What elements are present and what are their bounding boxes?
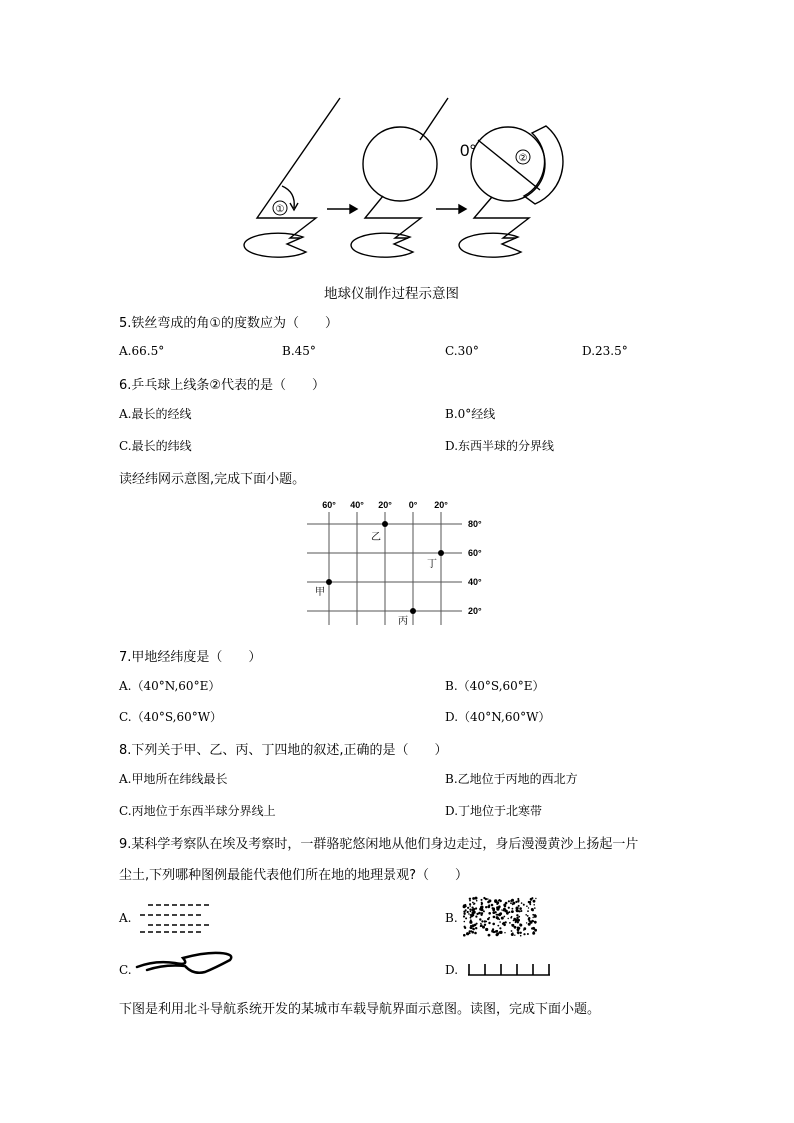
lat-label-60: 60° [468,548,482,558]
sand-dot [504,908,506,910]
q7-option-b[interactable]: B.（40°S,60°E） [445,679,545,693]
q5-stem: 5.铁丝弯成的角①的度数应为（ ） [119,316,339,331]
sand-dot [483,897,485,899]
point-ding [438,550,444,556]
sand-dot [512,902,515,905]
stage3-meridian-ring [524,126,563,204]
sand-dot [528,918,530,920]
q7-option-d[interactable]: D.（40°N,60°W） [445,710,551,724]
stage3-line-2 [478,140,540,190]
sand-dot [479,912,480,913]
sand-dot [484,924,486,926]
sand-dot [532,917,533,918]
sand-dot [520,935,522,937]
q8-option-c[interactable]: C.丙地位于东西半球分界线上 [119,804,276,818]
sand-dot [518,927,521,930]
sand-dot [469,898,471,900]
sand-dot [520,932,522,934]
stage3-base [459,233,521,257]
q8-option-d[interactable]: D.丁地位于北寒带 [445,804,543,818]
sand-dot [488,922,490,924]
sand-dot [484,920,486,922]
sand-dot [535,922,537,924]
lon-label-20w: 20° [378,500,392,510]
sand-dot [517,931,520,934]
sand-dot [463,934,466,937]
sand-dot [517,898,519,900]
q5-option-c[interactable]: C.30° [445,344,479,358]
sand-dot [469,909,471,911]
grid-intro: 读经纬网示意图,完成下面小题。 [119,472,306,487]
figure1-caption: 地球仪制作过程示意图 [324,286,459,302]
sand-dot [529,901,532,904]
q5-option-d[interactable]: D.23.5° [582,344,628,358]
sand-dot [515,901,517,903]
q9-option-d[interactable]: D. [445,963,459,977]
sand-dot [534,907,536,909]
sand-dot [463,911,465,913]
sand-dot [500,900,502,902]
sand-dot [466,932,469,935]
sand-dot [469,921,472,924]
lon-label-60: 60° [322,500,336,510]
sand-dot [485,928,488,931]
sand-dot [519,924,522,927]
sand-dot [516,914,518,916]
sand-dot [497,925,499,927]
sand-dot [511,924,514,927]
sand-dot [469,905,471,907]
sand-dot [476,923,478,925]
sand-dot [469,903,471,905]
q7-stem: 7.甲地经纬度是（ ） [119,650,262,665]
legend-lake-river-icon [135,950,245,980]
sand-dot [519,907,522,910]
sand-dot [533,904,535,906]
angle-marker: ① [275,204,285,215]
sand-dot [481,899,483,901]
sand-dot [481,912,483,914]
sand-dot [529,921,532,924]
stage1-base [244,233,306,257]
sand-dot [497,914,499,916]
lat-label-20: 20° [468,606,482,616]
sand-dot [469,932,471,934]
stage2-base [351,233,413,257]
q9-option-b[interactable]: B. [445,911,458,925]
sand-dot [523,933,525,935]
sand-dot [482,921,484,923]
sand-dot [525,914,527,916]
sand-dot [505,921,507,923]
sand-dot [496,930,498,932]
sand-dot [474,932,477,935]
point-yi [382,521,388,527]
sand-dot [488,912,491,915]
stage2-ball [363,127,437,201]
sand-dot [501,909,502,910]
sand-dot [530,898,533,901]
sand-dot [473,908,476,911]
q7-option-a[interactable]: A.（40°N,60°E） [119,679,221,693]
point-bing [410,608,416,614]
globe-making-figure [0,0,794,300]
sand-dot [480,906,482,908]
sand-dot [504,909,507,912]
sand-dot [468,913,470,915]
sand-dot [526,922,527,923]
sand-dot [528,907,529,908]
sand-dot [470,914,472,916]
sand-dot [531,908,534,911]
lon-label-20e: 20° [434,500,448,510]
sand-dot [480,923,482,925]
sand-dot [488,934,491,937]
nav-intro: 下图是利用北斗导航系统开发的某城市车载导航界面示意图。读图，完成下面小题。 [119,1002,601,1017]
sand-dot [527,910,529,912]
sand-dot [464,927,465,928]
q8-option-a[interactable]: A.甲地所在纬线最长 [119,772,228,786]
sand-dot [485,906,487,908]
sand-dot [465,905,467,907]
sand-dot [481,903,483,905]
sand-dot [516,910,517,911]
sand-dot [470,916,471,917]
sand-dot [467,907,469,909]
sand-dot [481,908,484,911]
sand-dot [511,899,514,902]
sand-dot [498,900,500,902]
sand-dot [533,900,536,903]
sand-dot [488,917,490,919]
sand-dot [496,932,499,935]
lon-label-0: 0° [408,500,418,510]
sand-dot [511,910,514,913]
sand-dot [474,911,476,913]
sand-dot [467,911,469,913]
sand-dot [510,917,512,919]
sand-dot [514,935,515,936]
sand-dot [518,916,520,918]
sand-dot [487,901,490,904]
sand-dot [464,921,466,923]
q5-option-a[interactable]: A.66.5° [119,344,165,358]
sand-dot [487,898,489,900]
sand-dot [517,901,519,903]
q9-stem-line1: 9.某科学考察队在埃及考察时，一群骆驼悠闲地从他们身边走过，身后漫漫黄沙上扬起一片 [119,837,639,852]
legend-swamp-icon [138,898,218,938]
sand-dot [502,923,504,925]
sand-dot [508,900,510,902]
sand-dot [494,899,497,902]
q7-option-c[interactable]: C.（40°S,60°W） [119,710,223,724]
sand-dot [503,916,505,918]
point-jia [326,579,332,585]
lat-label-80: 80° [468,519,482,529]
legend-desert-icon [460,895,540,939]
sand-dot [532,927,535,930]
sand-dot [527,933,529,935]
lon-label-40: 40° [350,500,364,510]
q6-stem: 6.乒乓球上线条②代表的是（ ） [119,378,326,393]
q9-option-a[interactable]: A. [119,911,132,925]
sand-dot [508,918,509,919]
sand-dot [520,910,522,912]
sand-dot [508,911,510,913]
sand-dot [521,902,523,904]
sand-dot [475,897,478,900]
sand-dot [492,923,495,926]
q6-option-d[interactable]: D.东西半球的分界线 [445,439,555,453]
sand-dot [499,912,502,915]
sand-dot [498,908,499,909]
sand-dot [518,910,520,912]
q9-stem-line2: 尘土,下列哪种图例最能代表他们所在地的地理景观?（ ） [119,868,469,883]
point-bing-label: 丙 [398,616,408,627]
q6-option-a[interactable]: A.最长的经线 [119,407,192,421]
sand-dot [475,927,477,929]
sand-dot [523,927,526,930]
sand-dot [497,917,500,920]
sand-dot [533,931,535,933]
sand-dot [480,924,483,927]
q6-option-b[interactable]: B.0°经线 [445,407,496,421]
sand-dot [511,930,513,932]
sand-dot [492,911,495,914]
q6-option-c[interactable]: C.最长的纬线 [119,439,192,453]
sand-dot [534,915,537,918]
sand-dot [472,897,475,900]
sand-dot [499,921,501,923]
sand-dot [526,905,528,907]
sand-dot [517,919,520,922]
sand-dot [513,920,514,921]
sand-dot [527,915,529,917]
sand-dot [516,907,519,910]
sand-dot [465,917,467,919]
sand-dot [470,911,472,913]
sand-dot [470,926,473,929]
q5-option-b[interactable]: B.45° [282,344,316,358]
sand-dot [469,900,471,902]
sand-dot [472,928,475,931]
latlong-grid [0,495,794,635]
q8-option-b[interactable]: B.乙地位于丙地的西北方 [445,772,578,786]
stage2-wire [420,98,448,140]
sand-dot [493,916,496,919]
sand-dot [518,905,520,907]
sand-dot [535,898,536,899]
zero-degree-label: 0° [460,141,477,160]
sand-dot [501,917,504,920]
q9-option-c[interactable]: C. [119,963,132,977]
sand-dot [508,907,510,909]
sand-dot [504,932,505,933]
sand-dot [476,900,478,902]
sand-dot [499,927,501,929]
point-jia-label: 甲 [315,587,325,598]
sand-dot [491,904,494,907]
sand-dot [509,922,511,924]
sand-dot [512,908,514,910]
sand-dot [499,931,502,934]
point-yi-label: 乙 [371,532,381,543]
sand-dot [523,904,525,906]
sand-dot [475,916,477,918]
sand-dot [510,902,512,904]
line-marker: ② [518,153,528,164]
sand-dot [512,932,514,934]
sand-dot [492,907,494,909]
sand-dot [488,904,490,906]
stage1-wire [257,98,340,238]
sand-dot [470,930,472,932]
sand-dot [479,918,481,920]
sand-dot [472,902,474,904]
sand-dot [463,915,465,917]
point-ding-label: 丁 [427,559,437,570]
sand-dot [463,913,465,915]
q8-stem: 8.下列关于甲、乙、丙、丁四地的叙述,正确的是（ ） [119,743,448,758]
sand-dot [492,928,494,930]
sand-dot [496,903,498,905]
lat-label-40: 40° [468,577,482,587]
legend-railway-icon [466,960,556,980]
sand-dot [503,904,506,907]
